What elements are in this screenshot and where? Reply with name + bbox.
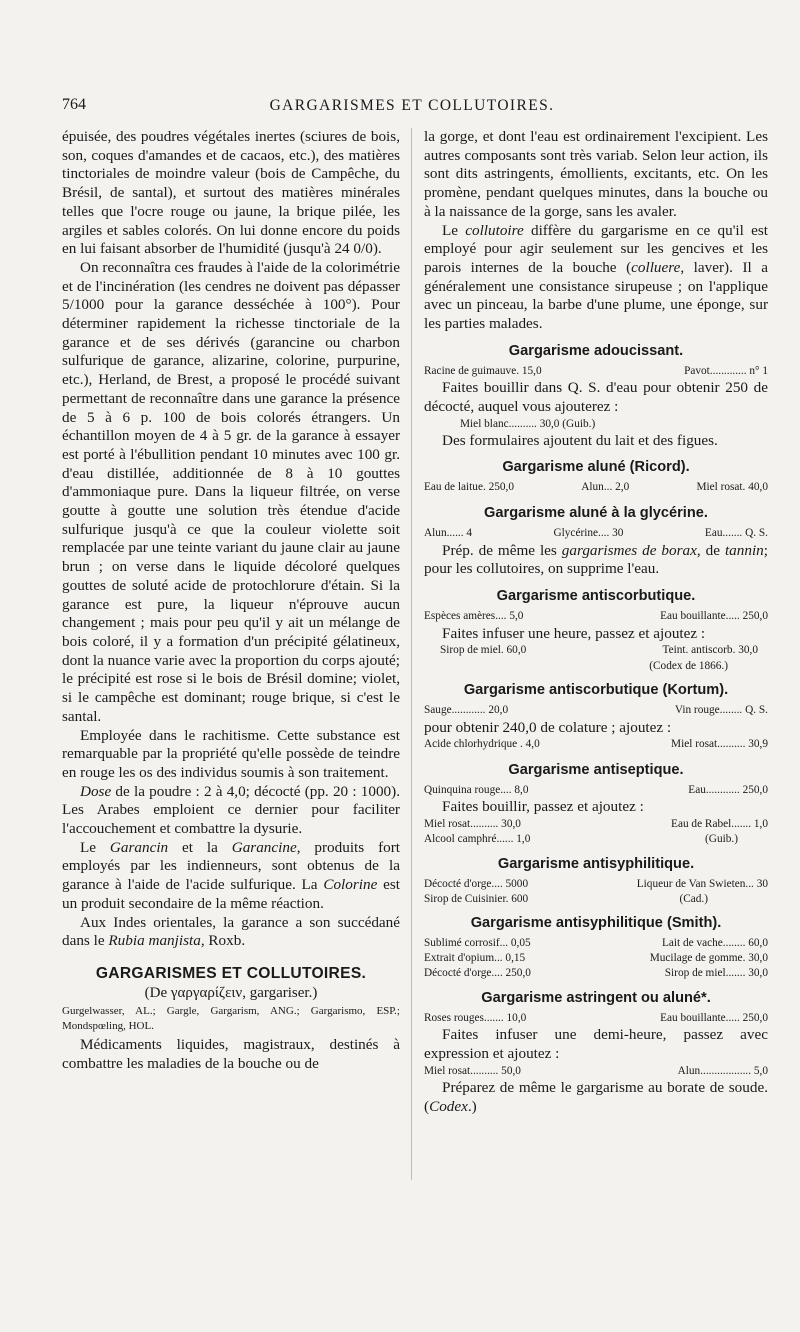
ingredient-row bbox=[424, 480, 768, 496]
ingredient: Sublimé corrosif... 0,05 bbox=[424, 937, 531, 950]
term: tannin bbox=[724, 541, 764, 559]
term: Codex bbox=[429, 1097, 468, 1115]
ingredient-row: Miel blanc.......... 30,0 (Guib.) bbox=[460, 417, 596, 430]
paragraph: épuisée, des poudres végétales inertes (sciures de bois, son, coques d'amandes et de cacaos, etc.), des matières tinctoriales de moindre valeur (bois de Campêche, du Brésil, de santal), et surtout des matières minérales telles que l'ocre rouge ou jaune, la brique pilée, les argiles et sables colorés. On lui donne encore du poids en lui faisant absorber de l'humidité (jusqu'à 24 0/0). bbox=[62, 128, 400, 258]
paragraph: Faites infuser une demi-heure, passez avec expression et ajoutez : bbox=[424, 1026, 768, 1062]
recipe-title: Gargarisme antiseptique. bbox=[508, 761, 684, 778]
recipe-title: Gargarisme aluné à la glycérine. bbox=[484, 505, 708, 522]
text: , produits fort employés par les indienneurs, sont obtenus de la garance à l'aide de l'acide sulfurique. La bbox=[62, 838, 400, 894]
text: , de bbox=[696, 541, 725, 559]
left-column bbox=[62, 128, 400, 1073]
term: Garancine bbox=[231, 838, 297, 856]
recipe-title: Gargarisme antiscorbutique (Kortum). bbox=[463, 681, 729, 698]
text: , laver). Il a généralement une consistance sirupeuse ; on l'applique avec un pinceau, la barbe d'une plume, une éponge, sur les parties malades. bbox=[424, 258, 769, 333]
ingredient: Espèces amères.... 5,0 bbox=[424, 610, 524, 623]
term: Garancin bbox=[109, 838, 169, 856]
text: est un produit secondaire de la même réaction. bbox=[62, 876, 400, 912]
ingredient-row bbox=[424, 643, 768, 659]
ingredient-grid bbox=[424, 936, 768, 980]
ingredient: Eau de laitue. 250,0 bbox=[424, 481, 515, 494]
ingredient: Quinquina rouge.... 8,0 bbox=[424, 783, 529, 796]
source-citation: (Guib.) bbox=[705, 832, 738, 845]
text: Prép. de même les bbox=[442, 541, 562, 559]
paragraph: Faites bouillir dans Q. S. d'eau pour obtenir 250 de décocté, auquel vous ajouterez : bbox=[424, 379, 768, 416]
ingredient: Miel rosat.......... 30,0 bbox=[424, 818, 521, 831]
ingredient-row bbox=[424, 737, 768, 753]
ingredient: Miel rosat. 40,0 bbox=[696, 481, 768, 494]
paragraph bbox=[424, 222, 768, 334]
ingredient: Eau bouillante..... 250,0 bbox=[660, 610, 768, 623]
paragraph bbox=[62, 783, 400, 839]
recipe-title: Gargarisme aluné (Ricord). bbox=[502, 459, 690, 476]
column-divider bbox=[411, 128, 412, 1180]
paragraph bbox=[62, 914, 400, 951]
dose-label: Dose bbox=[80, 782, 112, 800]
paragraph: la gorge, et dont l'eau est ordinairement l'excipient. Les autres composants sont très variab. Selon leur action, ils sont dits astringents, émollients, excitants, etc. On les promène, pendant quelques minutes, dans la bouche ou à la naissance de la gorge, sans les avaler. bbox=[424, 128, 768, 220]
paragraph: Médicaments liquides, magistraux, destinés à combattre les maladies de la bouche ou de bbox=[62, 1035, 400, 1072]
right-column bbox=[424, 128, 768, 1117]
ingredient-grid bbox=[424, 877, 768, 907]
recipe-title: Gargarisme astringent ou aluné*. bbox=[481, 989, 711, 1006]
paragraph bbox=[62, 839, 400, 914]
ingredient-row bbox=[424, 1064, 768, 1080]
ingredient: Sirop de Cuisinier. 600 bbox=[424, 892, 529, 905]
ingredient: Sirop de miel. 60,0 bbox=[440, 644, 527, 657]
ingredient: Lait de vache........ 60,0 bbox=[661, 937, 768, 950]
recipe-title: Gargarisme adoucissant. bbox=[508, 342, 684, 359]
paragraph: Faites infuser une heure, passez et ajoutez : bbox=[442, 624, 706, 642]
paragraph bbox=[424, 542, 768, 579]
ingredient: Miel rosat.......... 50,0 bbox=[424, 1064, 521, 1077]
synonyms: Gurgelwasser, AL.; Gargle, Gargarism, ANG.; Gargarismo, ESP.; Mondspœling, HOL. bbox=[62, 1004, 400, 1032]
ingredient: Alun.................. 5,0 bbox=[677, 1064, 768, 1077]
ingredient: Pavot............. n° 1 bbox=[684, 364, 768, 377]
ingredient-row bbox=[424, 1011, 768, 1027]
paragraph: Faites bouillir, passez et ajoutez : bbox=[442, 798, 644, 816]
ingredient: Décocté d'orge.... 250,0 bbox=[424, 966, 531, 979]
ingredient: Alcool camphré...... 1,0 bbox=[424, 832, 531, 845]
paragraph bbox=[424, 1079, 768, 1116]
ingredient: Extrait d'opium... 0,15 bbox=[424, 952, 526, 965]
term: collutoire bbox=[465, 221, 524, 239]
recipe-title: Gargarisme antiscorbutique. bbox=[496, 588, 696, 605]
section-etymology: (De γαργαρίζειν, gargariser.) bbox=[144, 984, 318, 1001]
ingredient: Sirop de miel....... 30,0 bbox=[664, 966, 768, 979]
text: Le bbox=[80, 838, 110, 856]
text: Aux Indes orientales, la garance a son succédané dans le bbox=[62, 913, 400, 950]
ingredient: Acide chlorhydrique . 4,0 bbox=[424, 738, 540, 751]
paragraph: pour obtenir 240,0 de colature ; ajoutez : bbox=[424, 718, 672, 736]
text: diffère du gargarisme en ce qu'il est employé pour agir seulement sur les gencives et les parois internes de la bouche ( bbox=[424, 221, 768, 276]
paragraph: On reconnaîtra ces fraudes à l'aide de la colorimétrie et de l'incinération (les cendres ne doivent pas dépasser 5/1000 pour la garance desséchée à 100°). Pour déterminer rapidement la richesse tinctoriale de la garance et de ses dérivés (garancine ou charbon sulfurique de garance, alizarine, colorine, purpurine, etc.), Herland, de Brest, a proposé le procédé suivant permettant de reconnaître dans une garance la présence de 5 à 6 p. 100 de bois colorés étrangers. Un échantillon moyen de 4 à 5 gr. de la garance à essayer est porté à l'ébullition pendant 10 minutes avec 100 gr. d'eau distillée, additionnée de 8 à 10 gouttes d'ammoniaque pure. Dans la liqueur filtrée, on verse goutte à goutte une solution très étendue d'acide sulfurique jusqu'à ce que la couleur violette soit remplacée par une teinte variant du jaune clair au jaune brun ; on verse dans le liquide décoloré quelques gouttes de soluté acide de protochlorure d'étain. Si la garance est pure, la liqueur n'éprouve aucun changement ; mais pour peu qu'il y ait un mélange de bois coloré, il y a formation d'un précipité gélatineux, dont la nuance varie avec la proportion du corps ajouté; le précipité est rose si le bois de Brésil domine; violet, si le campêche est dominant; rouge brique, si c'est le santal. bbox=[62, 258, 400, 725]
ingredient: Mucilage de gomme. 30,0 bbox=[649, 952, 768, 965]
text: .) bbox=[467, 1097, 477, 1115]
page-header bbox=[62, 96, 762, 122]
ingredient: Eau bouillante..... 250,0 bbox=[660, 1011, 768, 1024]
term: Colorine bbox=[323, 876, 378, 894]
ingredient: Roses rouges....... 10,0 bbox=[424, 1011, 527, 1024]
section-title: GARGARISMES ET COLLUTOIRES. bbox=[95, 964, 367, 982]
ingredient-grid bbox=[424, 817, 768, 847]
text: Préparez de même le gargarisme au borate de soude. ( bbox=[424, 1079, 768, 1115]
ingredient: Sauge............ 20,0 bbox=[424, 703, 509, 716]
ingredient-row bbox=[424, 526, 768, 542]
text: de la poudre : 2 à 4,0; décocté (pp. 20 : 1000). Les Arabes emploient ce dernier pour faciliter l'accouchement et combattre la dysurie. bbox=[62, 782, 400, 838]
term: colluere bbox=[631, 258, 681, 276]
recipe-title: Gargarisme antisyphilitique (Smith). bbox=[470, 915, 722, 932]
text: , Roxb. bbox=[200, 932, 246, 950]
ingredient-row bbox=[424, 609, 768, 625]
ingredient: Alun... 2,0 bbox=[581, 481, 630, 494]
text: et la bbox=[168, 838, 232, 856]
text: Le bbox=[442, 221, 466, 239]
ingredient: Teint. antiscorb. 30,0 bbox=[662, 644, 758, 657]
ingredient-row bbox=[424, 364, 768, 380]
ingredient: Vin rouge........ Q. S. bbox=[674, 703, 768, 716]
ingredient: Miel rosat.......... 30,9 bbox=[671, 738, 768, 751]
ingredient-row bbox=[424, 703, 768, 719]
ingredient: Eau de Rabel....... 1,0 bbox=[671, 818, 768, 831]
ingredient: Décocté d'orge.... 5000 bbox=[424, 877, 529, 890]
ingredient: Eau............ 250,0 bbox=[688, 783, 768, 796]
ingredient: Alun...... 4 bbox=[424, 527, 473, 540]
term: gargarismes de borax bbox=[561, 541, 697, 559]
page-number: 764 bbox=[62, 96, 86, 113]
term: Rubia manjista bbox=[108, 932, 201, 950]
source-citation: (Codex de 1866.) bbox=[649, 659, 728, 672]
paragraph: Des formulaires ajoutent du lait et des figues. bbox=[442, 431, 718, 449]
text: ; pour les collutoires, on supprime l'eau. bbox=[424, 541, 768, 578]
source-citation: (Cad.) bbox=[679, 892, 708, 905]
ingredient: Glycérine.... 30 bbox=[553, 527, 624, 540]
ingredient: Eau....... Q. S. bbox=[704, 527, 768, 540]
running-title: GARGARISMES ET COLLUTOIRES. bbox=[269, 97, 555, 114]
ingredient: Racine de guimauve. 15,0 bbox=[424, 364, 542, 377]
ingredient: Liqueur de Van Swieten... 30 bbox=[636, 877, 768, 890]
ingredient-row bbox=[424, 783, 768, 799]
recipe-title: Gargarisme antisyphilitique. bbox=[497, 855, 695, 872]
paragraph: Employée dans le rachitisme. Cette substance est remarquable par la propriété qu'elle possède de teindre en rouge les os des individus soumis à son traitement. bbox=[62, 726, 400, 781]
